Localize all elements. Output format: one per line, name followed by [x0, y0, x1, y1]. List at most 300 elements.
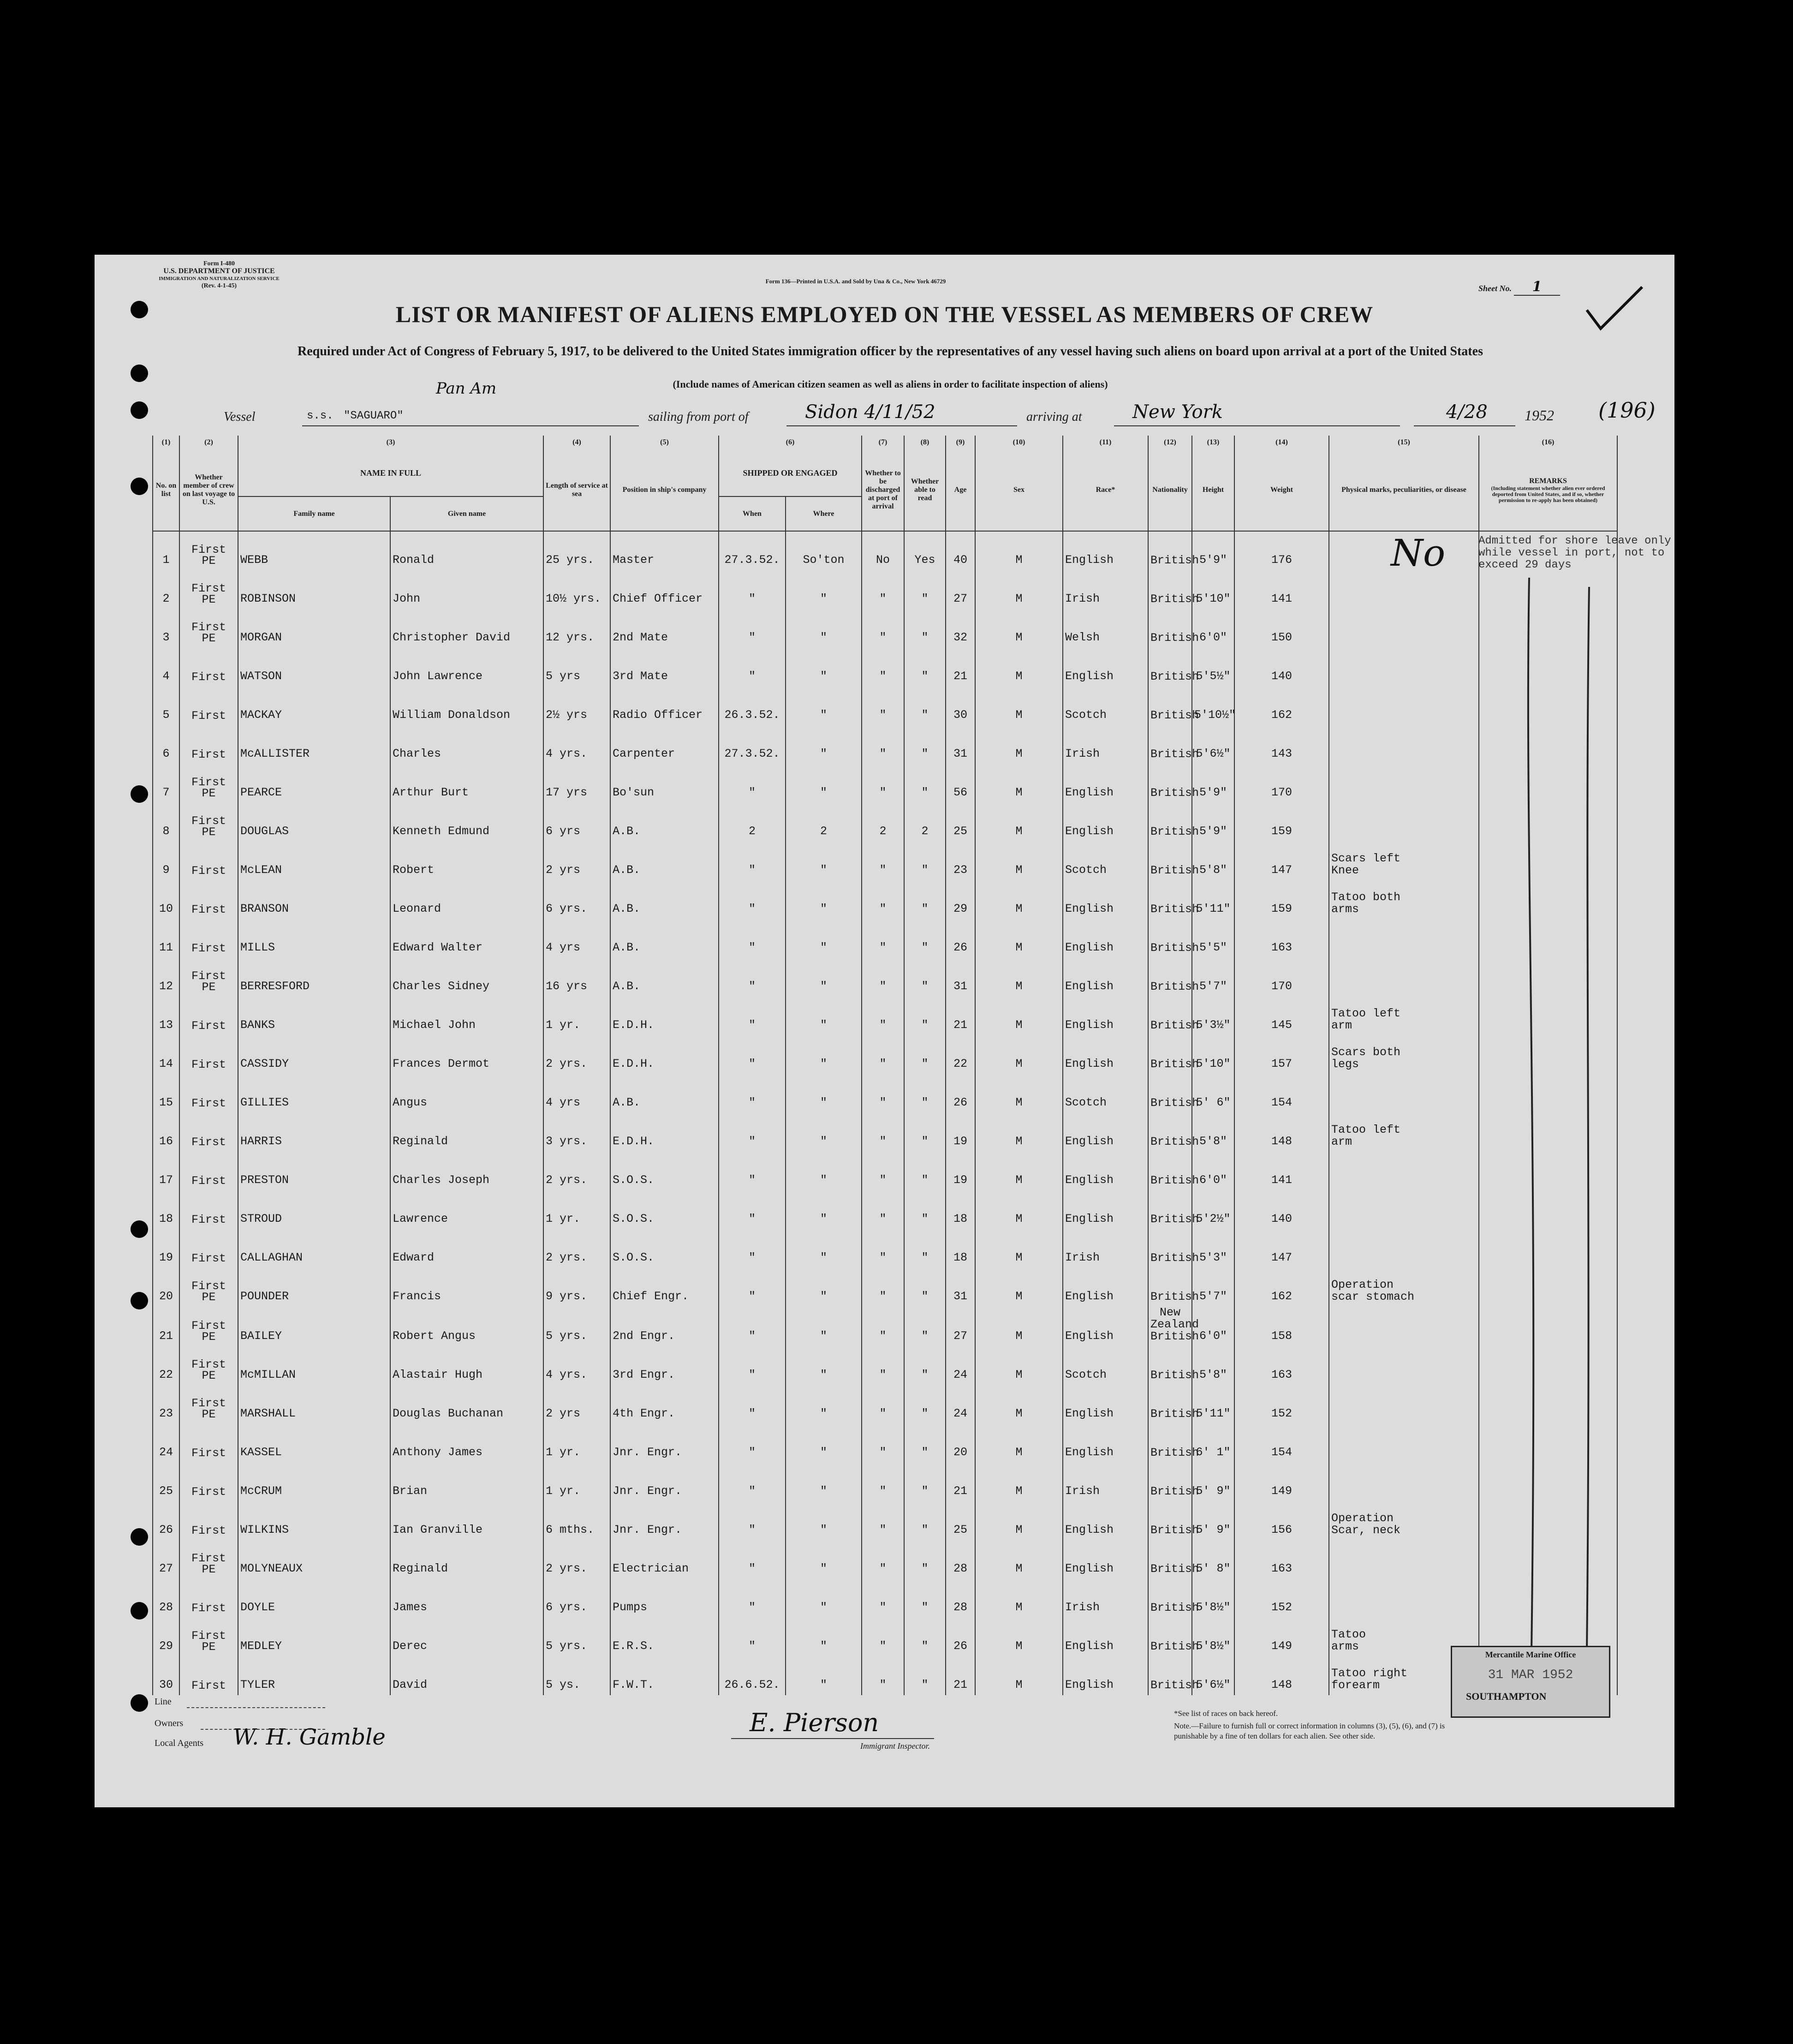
- given-name-cell: Christopher David: [390, 609, 543, 648]
- shipped-when-cell: 27.3.52.: [719, 531, 786, 570]
- discharge-cell: No: [862, 531, 904, 570]
- last-voyage-cell: First: [179, 1579, 238, 1618]
- shipped-when-cell: ": [719, 1463, 786, 1501]
- crew-row: [153, 1618, 1617, 1656]
- sex-cell: M: [975, 1229, 1063, 1268]
- shipped-when-cell: ": [719, 1307, 786, 1346]
- age-cell: 26: [946, 1074, 975, 1113]
- crew-row: [153, 1190, 1617, 1229]
- age-cell: 30: [946, 687, 975, 725]
- nationality-cell: British: [1148, 1152, 1192, 1190]
- sex-cell: M: [975, 764, 1063, 803]
- able-to-read-cell: ": [904, 1656, 946, 1695]
- line-label: Line: [155, 1697, 172, 1707]
- shipped-where-cell: ": [786, 1618, 862, 1656]
- discharge-cell: ": [862, 764, 904, 803]
- race-cell: Irish: [1063, 1579, 1148, 1618]
- col-header-age: Age: [946, 449, 975, 531]
- given-name-cell: Ian Granville: [390, 1501, 543, 1540]
- able-to-read-cell: ": [904, 725, 946, 764]
- shipped-when-cell: ": [719, 1268, 786, 1307]
- discharge-cell: ": [862, 1035, 904, 1074]
- ditto-line: [1432, 578, 1608, 1657]
- crew-row: [153, 764, 1617, 803]
- family-name-cell: DOUGLAS: [238, 803, 390, 842]
- crew-row: [153, 570, 1617, 609]
- sex-cell: M: [975, 1656, 1063, 1695]
- nationality-cell: New Zealand British: [1148, 1307, 1192, 1346]
- discharge-cell: ": [862, 919, 904, 958]
- given-name-cell: James: [390, 1579, 543, 1618]
- age-cell: 19: [946, 1152, 975, 1190]
- weight-cell: 156: [1234, 1501, 1329, 1540]
- crew-row: [153, 1540, 1617, 1579]
- race-cell: Scotch: [1063, 842, 1148, 880]
- position-cell: 3rd Engr.: [610, 1346, 719, 1385]
- race-cell: English: [1063, 1113, 1148, 1152]
- discharge-cell: ": [862, 1113, 904, 1152]
- col-num: (9): [946, 436, 975, 449]
- height-cell: 6'0": [1192, 1152, 1234, 1190]
- shipped-where-cell: ": [786, 1035, 862, 1074]
- discharge-cell: 2: [862, 803, 904, 842]
- sex-cell: M: [975, 1463, 1063, 1501]
- physical-marks-cell: Scars left Knee: [1329, 842, 1479, 880]
- last-voyage-cell: First PE: [179, 958, 238, 997]
- shipped-when-cell: ": [719, 880, 786, 919]
- last-voyage-cell: First: [179, 1463, 238, 1501]
- binder-hole: [131, 785, 148, 803]
- age-cell: 18: [946, 1190, 975, 1229]
- weight-cell: 140: [1234, 648, 1329, 687]
- age-cell: 25: [946, 803, 975, 842]
- able-to-read-cell: ": [904, 1307, 946, 1346]
- age-cell: 24: [946, 1385, 975, 1424]
- given-name-cell: David: [390, 1656, 543, 1695]
- row-number: 3: [153, 609, 179, 648]
- last-voyage-cell: First: [179, 919, 238, 958]
- weight-cell: 159: [1234, 880, 1329, 919]
- sailing-from: Sidon 4/11/52: [805, 401, 935, 423]
- position-cell: 2nd Engr.: [610, 1307, 719, 1346]
- nationality-cell: British: [1148, 803, 1192, 842]
- nationality-cell: British: [1148, 1540, 1192, 1579]
- age-cell: 21: [946, 997, 975, 1035]
- sex-cell: M: [975, 609, 1063, 648]
- age-cell: 20: [946, 1424, 975, 1463]
- row-number: 29: [153, 1618, 179, 1656]
- last-voyage-cell: First: [179, 842, 238, 880]
- family-name-cell: BERRESFORD: [238, 958, 390, 997]
- given-name-cell: Arthur Burt: [390, 764, 543, 803]
- crew-row: [153, 609, 1617, 648]
- given-name-cell: Charles Joseph: [390, 1152, 543, 1190]
- age-cell: 25: [946, 1501, 975, 1540]
- crew-row: [153, 1463, 1617, 1501]
- last-voyage-cell: First: [179, 1152, 238, 1190]
- given-name-cell: Kenneth Edmund: [390, 803, 543, 842]
- height-cell: 5'9": [1192, 764, 1234, 803]
- given-name-cell: Robert: [390, 842, 543, 880]
- service-length-cell: 17 yrs: [543, 764, 610, 803]
- family-name-cell: BAILEY: [238, 1307, 390, 1346]
- col-num: (4): [543, 436, 610, 449]
- shipped-when-cell: ": [719, 1074, 786, 1113]
- shipped-where-cell: ": [786, 1152, 862, 1190]
- last-voyage-cell: First PE: [179, 609, 238, 648]
- given-name-cell: Charles Sidney: [390, 958, 543, 997]
- able-to-read-cell: 2: [904, 803, 946, 842]
- shipped-when-cell: ": [719, 1190, 786, 1229]
- crew-row: [153, 997, 1617, 1035]
- agency-name: U.S. DEPARTMENT OF JUSTICE: [163, 267, 275, 275]
- file-reference: (196): [1598, 398, 1656, 423]
- able-to-read-cell: ": [904, 1579, 946, 1618]
- family-name-cell: GILLIES: [238, 1074, 390, 1113]
- page-note: (Include names of American citizen seamen as well as aliens in order to facilitate inspection of aliens): [673, 378, 1108, 390]
- able-to-read-cell: ": [904, 687, 946, 725]
- last-voyage-cell: First PE: [179, 1268, 238, 1307]
- sex-cell: M: [975, 880, 1063, 919]
- row-number: 11: [153, 919, 179, 958]
- family-name-cell: ROBINSON: [238, 570, 390, 609]
- arrival-year: 1952: [1525, 407, 1554, 424]
- age-cell: 24: [946, 1346, 975, 1385]
- owners-label: Owners: [155, 1718, 184, 1728]
- binder-hole: [131, 1292, 148, 1309]
- sex-cell: M: [975, 997, 1063, 1035]
- col-header-race: Race*: [1063, 449, 1148, 531]
- shipped-where-cell: ": [786, 842, 862, 880]
- weight-cell: 170: [1234, 764, 1329, 803]
- last-voyage-cell: First: [179, 1074, 238, 1113]
- row-number: 20: [153, 1268, 179, 1307]
- service-length-cell: 1 yr.: [543, 997, 610, 1035]
- given-name-cell: Frances Dermot: [390, 1035, 543, 1074]
- row-number: 6: [153, 725, 179, 764]
- col-num: (10): [975, 436, 1063, 449]
- sex-cell: M: [975, 1618, 1063, 1656]
- row-number: 15: [153, 1074, 179, 1113]
- sex-cell: M: [975, 1074, 1063, 1113]
- sex-cell: M: [975, 1190, 1063, 1229]
- col-num: (3): [238, 436, 543, 449]
- shipped-when-cell: ": [719, 1152, 786, 1190]
- race-cell: English: [1063, 1307, 1148, 1346]
- age-cell: 56: [946, 764, 975, 803]
- column-header-row: [153, 449, 1617, 496]
- physical-marks-cell: Tatoo arms: [1329, 1618, 1479, 1656]
- shipped-when-cell: ": [719, 1385, 786, 1424]
- col-num: (1): [153, 436, 179, 449]
- family-name-cell: DOYLE: [238, 1579, 390, 1618]
- shipped-where-cell: ": [786, 1424, 862, 1463]
- physical-marks-cell: Tatoo left arm: [1329, 1113, 1479, 1152]
- last-voyage-cell: First PE: [179, 1618, 238, 1656]
- shipped-where-cell: ": [786, 1346, 862, 1385]
- row-number: 26: [153, 1501, 179, 1540]
- discharge-cell: ": [862, 1540, 904, 1579]
- able-to-read-cell: ": [904, 1540, 946, 1579]
- sex-cell: M: [975, 1501, 1063, 1540]
- given-name-cell: Edward: [390, 1229, 543, 1268]
- height-cell: 5'8": [1192, 1346, 1234, 1385]
- shipped-where-cell: ": [786, 1190, 862, 1229]
- height-cell: 5'10½": [1192, 687, 1234, 725]
- inspector-signature: E. Pierson: [750, 1708, 879, 1737]
- shipped-where-cell: ": [786, 1307, 862, 1346]
- able-to-read-cell: ": [904, 958, 946, 997]
- row-number: 13: [153, 997, 179, 1035]
- sex-cell: M: [975, 1346, 1063, 1385]
- discharge-cell: ": [862, 842, 904, 880]
- family-name-cell: MACKAY: [238, 687, 390, 725]
- shipped-when-cell: ": [719, 919, 786, 958]
- vessel-label: Vessel: [224, 410, 256, 424]
- form-agency-block: [145, 260, 293, 290]
- age-cell: 31: [946, 725, 975, 764]
- position-cell: Jnr. Engr.: [610, 1463, 719, 1501]
- row-number: 12: [153, 958, 179, 997]
- remarks-title: REMARKS: [1529, 477, 1567, 485]
- crew-row: [153, 1307, 1617, 1346]
- sex-cell: M: [975, 648, 1063, 687]
- race-cell: English: [1063, 1424, 1148, 1463]
- crew-row: [153, 1346, 1617, 1385]
- service-length-cell: 6 yrs.: [543, 1579, 610, 1618]
- race-cell: English: [1063, 1656, 1148, 1695]
- able-to-read-cell: ": [904, 1229, 946, 1268]
- shipped-when-cell: ": [719, 1113, 786, 1152]
- shipped-when-cell: 27.3.52.: [719, 725, 786, 764]
- family-name-cell: TYLER: [238, 1656, 390, 1695]
- height-cell: 5'8½": [1192, 1579, 1234, 1618]
- race-cell: English: [1063, 919, 1148, 958]
- family-name-cell: MEDLEY: [238, 1618, 390, 1656]
- shipped-where-cell: ": [786, 687, 862, 725]
- able-to-read-cell: ": [904, 1385, 946, 1424]
- position-cell: Carpenter: [610, 725, 719, 764]
- crew-row: [153, 1501, 1617, 1540]
- age-cell: 21: [946, 1463, 975, 1501]
- col-header-service: Length of service at sea: [543, 449, 610, 531]
- height-cell: 6' 1": [1192, 1424, 1234, 1463]
- able-to-read-cell: ": [904, 919, 946, 958]
- family-name-cell: CASSIDY: [238, 1035, 390, 1074]
- row-number: 30: [153, 1656, 179, 1695]
- col-header-nationality: Nationality: [1148, 449, 1192, 531]
- given-name-cell: Brian: [390, 1463, 543, 1501]
- weight-cell: 141: [1234, 570, 1329, 609]
- able-to-read-cell: ": [904, 1268, 946, 1307]
- able-to-read-cell: ": [904, 764, 946, 803]
- col-header-no: No. on list: [153, 449, 179, 531]
- service-length-cell: 10½ yrs.: [543, 570, 610, 609]
- row-number: 28: [153, 1579, 179, 1618]
- discharge-cell: ": [862, 1229, 904, 1268]
- shipped-where-cell: ": [786, 1229, 862, 1268]
- sex-cell: M: [975, 958, 1063, 997]
- races-note: *See list of races on back hereof.: [1174, 1709, 1278, 1718]
- physical-marks-cell: Tatoo left arm: [1329, 997, 1479, 1035]
- family-name-cell: BRANSON: [238, 880, 390, 919]
- family-name-cell: CALLAGHAN: [238, 1229, 390, 1268]
- last-voyage-cell: First: [179, 648, 238, 687]
- weight-cell: 162: [1234, 687, 1329, 725]
- row-number: 1: [153, 531, 179, 570]
- col-header-name: NAME IN FULL: [238, 449, 543, 496]
- height-cell: 5' 9": [1192, 1501, 1234, 1540]
- crew-row: [153, 1268, 1617, 1307]
- stamp-place: SOUTHAMPTON: [1466, 1691, 1547, 1702]
- shipped-where-cell: ": [786, 1656, 862, 1695]
- crew-row: [153, 1152, 1617, 1190]
- row-number: 22: [153, 1346, 179, 1385]
- position-cell: A.B.: [610, 842, 719, 880]
- service-length-cell: 16 yrs: [543, 958, 610, 997]
- service-length-cell: 5 yrs.: [543, 1618, 610, 1656]
- weight-cell: 163: [1234, 919, 1329, 958]
- able-to-read-cell: Yes: [904, 531, 946, 570]
- race-cell: Scotch: [1063, 1074, 1148, 1113]
- family-name-cell: STROUD: [238, 1190, 390, 1229]
- height-cell: 5'2½": [1192, 1190, 1234, 1229]
- col-header-remarks: [1479, 449, 1617, 531]
- age-cell: 32: [946, 609, 975, 648]
- height-cell: 5'5": [1192, 919, 1234, 958]
- age-cell: 22: [946, 1035, 975, 1074]
- service-length-cell: 5 ys.: [543, 1656, 610, 1695]
- row-number: 14: [153, 1035, 179, 1074]
- penalty-note: Note.—Failure to furnish full or correct information in columns (3), (5), (6), and (7) is punishable by a fine of ten dollars for each alien. See other side.: [1174, 1721, 1445, 1740]
- binder-hole: [131, 1694, 148, 1712]
- shipped-when-cell: ": [719, 958, 786, 997]
- race-cell: Scotch: [1063, 1346, 1148, 1385]
- col-header-where: Where: [786, 496, 862, 531]
- race-cell: English: [1063, 803, 1148, 842]
- discharge-cell: ": [862, 1268, 904, 1307]
- last-voyage-cell: First: [179, 1113, 238, 1152]
- position-cell: S.O.S.: [610, 1190, 719, 1229]
- binder-hole: [131, 365, 148, 382]
- given-name-cell: Derec: [390, 1618, 543, 1656]
- service-length-cell: 2 yrs.: [543, 1035, 610, 1074]
- sailing-label: sailing from port of: [648, 410, 749, 424]
- family-name-cell: McALLISTER: [238, 725, 390, 764]
- race-cell: English: [1063, 1152, 1148, 1190]
- nationality-cell: British: [1148, 687, 1192, 725]
- age-cell: 26: [946, 1618, 975, 1656]
- discharge-cell: ": [862, 1307, 904, 1346]
- crew-row: [153, 1385, 1617, 1424]
- position-cell: S.O.S.: [610, 1229, 719, 1268]
- given-name-cell: Lawrence: [390, 1190, 543, 1229]
- last-voyage-cell: First: [179, 1501, 238, 1540]
- stamp-office: Mercantile Marine Office: [1485, 1650, 1576, 1659]
- form-revision: (Rev. 4-1-45): [201, 282, 237, 289]
- crew-row: [153, 648, 1617, 687]
- last-voyage-cell: First: [179, 1229, 238, 1268]
- height-cell: 5'11": [1192, 1385, 1234, 1424]
- col-header-weight: Weight: [1234, 449, 1329, 531]
- family-name-cell: McMILLAN: [238, 1346, 390, 1385]
- nationality-cell: British: [1148, 1579, 1192, 1618]
- arriving-at: New York: [1132, 401, 1223, 423]
- inspector-label: Immigrant Inspector.: [860, 1741, 930, 1751]
- nationality-cell: British: [1148, 1618, 1192, 1656]
- able-to-read-cell: ": [904, 880, 946, 919]
- race-cell: English: [1063, 958, 1148, 997]
- able-to-read-cell: ": [904, 609, 946, 648]
- able-to-read-cell: ": [904, 1501, 946, 1540]
- row-number: 21: [153, 1307, 179, 1346]
- shipped-where-cell: ": [786, 958, 862, 997]
- service-length-cell: 2 yrs.: [543, 1152, 610, 1190]
- shore-leave-remark: Admitted for shore leave only while vessel in port, not to exceed 29 days: [1478, 535, 1671, 571]
- shipped-where-cell: ": [786, 570, 862, 609]
- binder-hole: [131, 1528, 148, 1546]
- family-name-cell: KASSEL: [238, 1424, 390, 1463]
- nationality-cell: British: [1148, 1229, 1192, 1268]
- weight-cell: 154: [1234, 1074, 1329, 1113]
- family-name-cell: McLEAN: [238, 842, 390, 880]
- last-voyage-cell: First PE: [179, 803, 238, 842]
- age-cell: 31: [946, 1268, 975, 1307]
- service-length-cell: 5 yrs.: [543, 1307, 610, 1346]
- shipped-where-cell: ": [786, 609, 862, 648]
- col-header-when: When: [719, 496, 786, 531]
- service-length-cell: 9 yrs.: [543, 1268, 610, 1307]
- able-to-read-cell: ": [904, 997, 946, 1035]
- race-cell: English: [1063, 1618, 1148, 1656]
- service-length-cell: 4 yrs.: [543, 1346, 610, 1385]
- position-cell: Jnr. Engr.: [610, 1424, 719, 1463]
- agents-label: Local Agents: [155, 1738, 204, 1748]
- weight-cell: 154: [1234, 1424, 1329, 1463]
- col-header-shipped: SHIPPED OR ENGAGED: [719, 449, 862, 496]
- nationality-cell: British: [1148, 1074, 1192, 1113]
- discharge-cell: ": [862, 1579, 904, 1618]
- column-number-row: [153, 436, 1617, 449]
- family-name-cell: MARSHALL: [238, 1385, 390, 1424]
- discharge-cell: ": [862, 1463, 904, 1501]
- height-cell: 5'8": [1192, 842, 1234, 880]
- service-length-cell: 4 yrs: [543, 1074, 610, 1113]
- col-header-last-voyage: Whether member of crew on last voyage to U.S.: [179, 449, 238, 531]
- service-length-cell: 2 yrs.: [543, 1540, 610, 1579]
- nationality-cell: British: [1148, 997, 1192, 1035]
- printer-note: Form 136—Printed in U.S.A. and Sold by Una & Co., New York 46729: [765, 278, 946, 285]
- crew-row: [153, 803, 1617, 842]
- family-name-cell: McCRUM: [238, 1463, 390, 1501]
- shipped-where-cell: ": [786, 1501, 862, 1540]
- nationality-cell: British: [1148, 1268, 1192, 1307]
- service-length-cell: 1 yr.: [543, 1190, 610, 1229]
- shipped-when-cell: ": [719, 1229, 786, 1268]
- remarks-handwriting: No: [1391, 532, 1446, 574]
- sex-cell: M: [975, 1540, 1063, 1579]
- shipped-where-cell: ": [786, 1268, 862, 1307]
- col-num: (11): [1063, 436, 1148, 449]
- discharge-cell: ": [862, 997, 904, 1035]
- weight-cell: 150: [1234, 609, 1329, 648]
- given-name-cell: Michael John: [390, 997, 543, 1035]
- crew-row: [153, 1113, 1617, 1152]
- arriving-label: arriving at: [1026, 410, 1082, 424]
- shipped-when-cell: ": [719, 570, 786, 609]
- shipped-where-cell: ": [786, 648, 862, 687]
- col-header-physical: Physical marks, peculiarities, or disease: [1329, 449, 1479, 531]
